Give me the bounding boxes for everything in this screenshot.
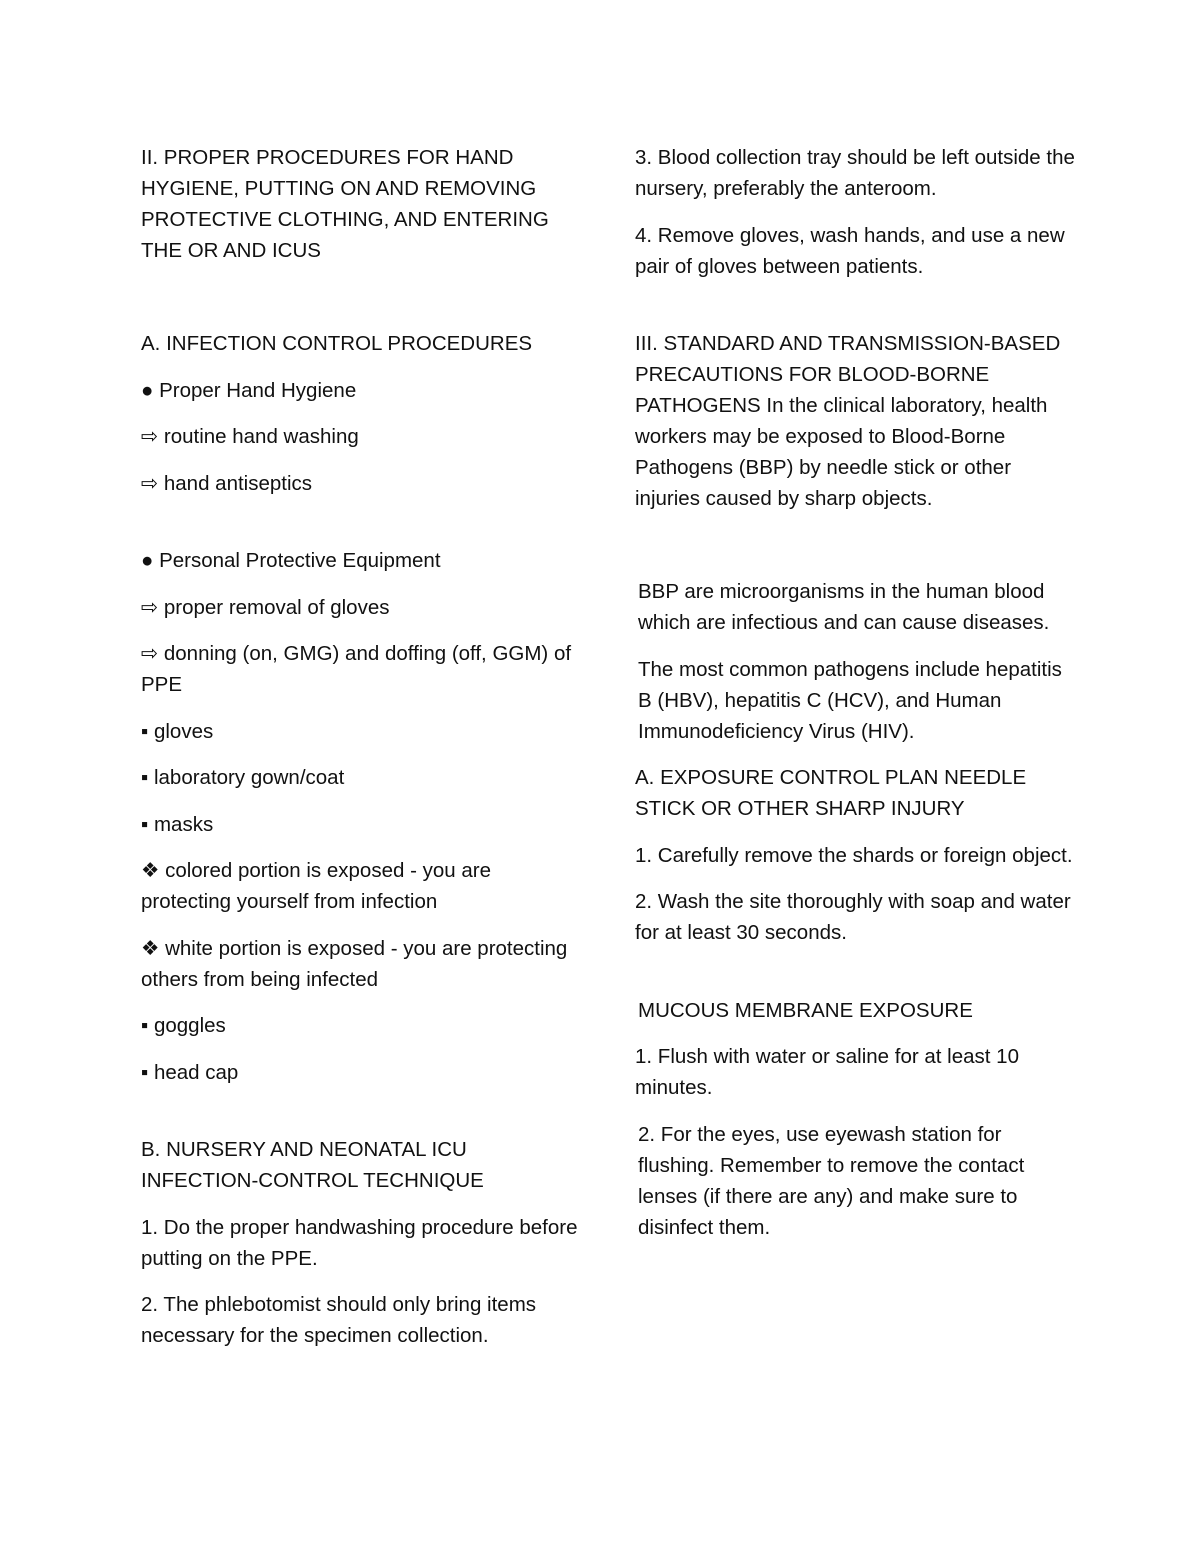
list-item: 3. Blood collection tray should be left outside the nursery, preferably the anteroom. [635, 146, 1075, 200]
list-item: ▪ masks [141, 812, 214, 836]
list-item: ⇨ hand antiseptics [141, 471, 313, 495]
exposure-heading: A. EXPOSURE CONTROL PLAN NEEDLE STICK OR OTHER SHARP INJURY [635, 766, 1027, 820]
list-item: ▪ laboratory gown/coat [141, 766, 345, 789]
list-item: ▪ head cap [141, 1060, 239, 1084]
list-item: ⇨ proper removal of gloves [141, 595, 390, 619]
bullet-hand-hygiene: ● Proper Hand Hygiene [141, 378, 357, 402]
subsection-b-heading: B. NURSERY AND NEONATAL ICU INFECTION-CONTROL TECHNIQUE [141, 1138, 484, 1192]
list-item: ⇨ routine hand washing [141, 425, 359, 448]
right-column [635, 142, 1075, 1258]
bbp-definition: BBP are microorganisms in the human blood which are infectious and can cause diseases. [638, 580, 1050, 634]
common-pathogens: The most common pathogens include hepatitis B (HBV), hepatitis C (HCV), and Human Immunodeficiency Virus (HIV). [638, 657, 1062, 743]
mask-note: ❖ white portion is exposed - you are protecting others from being infected [141, 936, 568, 991]
list-item: 4. Remove gloves, wash hands, and use a new pair of gloves between patients. [635, 223, 1065, 278]
bullet-ppe: ● Personal Protective Equipment [141, 549, 441, 572]
list-item: 1. Flush with water or saline for at least 10 minutes. [635, 1045, 1019, 1099]
list-item: 1. Do the proper handwashing procedure before putting on the PPE. [141, 1215, 578, 1270]
left-column [141, 142, 581, 1367]
list-item: 2. Wash the site thoroughly with soap and water for at least 30 seconds. [635, 890, 1071, 944]
section-3-paragraph: III. STANDARD AND TRANSMISSION-BASED PRECAUTIONS FOR BLOOD-BORNE PATHOGENS In the clinical laboratory, health workers may be exposed to Blood-Borne Pathogens (BBP) by needle stick or other injuries caused by sharp objects. [635, 332, 1061, 510]
section-2-heading: II. PROPER PROCEDURES FOR HAND HYGIENE, PUTTING ON AND REMOVING PROTECTIVE CLOTHING, AND ENTERING THE OR AND ICUS [141, 146, 549, 262]
list-item: ⇨ donning (on, GMG) and doffing (off, GGM) of PPE [141, 642, 572, 696]
list-item: ▪ gloves [141, 719, 214, 743]
mask-note: ❖ colored portion is exposed - you are protecting yourself from infection [141, 859, 491, 913]
mucous-heading: MUCOUS MEMBRANE EXPOSURE [638, 998, 973, 1022]
list-item: ▪ goggles [141, 1014, 226, 1037]
list-item: 1. Carefully remove the shards or foreign object. [635, 843, 1073, 867]
list-item: 2. For the eyes, use eyewash station for flushing. Remember to remove the contact lenses (if there are any) and make sure to disinfect them. [638, 1122, 1025, 1239]
subsection-a-heading: A. INFECTION CONTROL PROCEDURES [141, 332, 533, 355]
list-item: 2. The phlebotomist should only bring items necessary for the specimen collection. [141, 1293, 537, 1347]
